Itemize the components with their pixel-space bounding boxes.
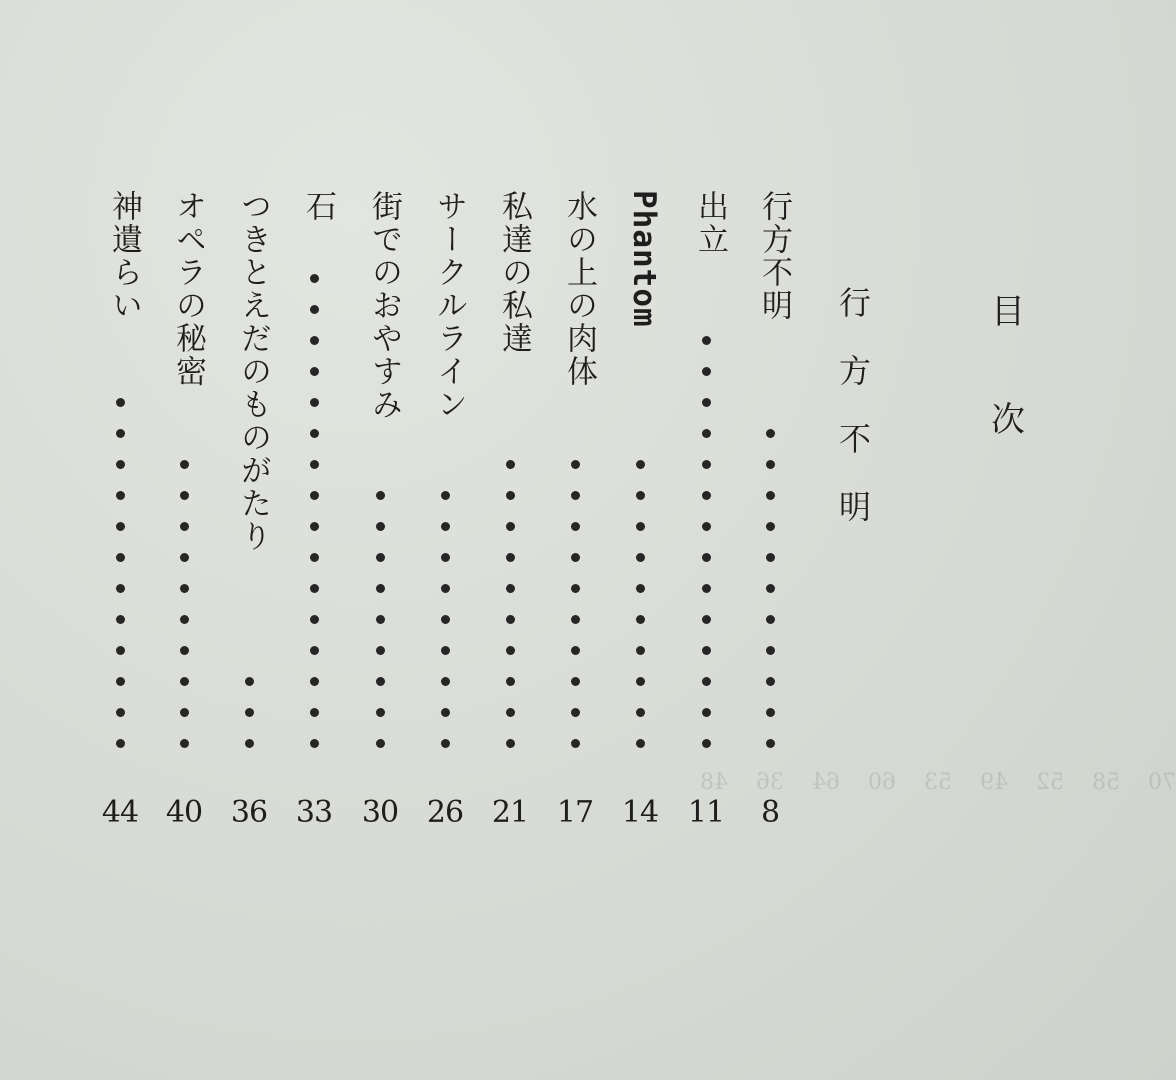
leader-dot [180,584,189,593]
dot-leader [98,388,142,760]
leader-dot [116,739,125,748]
dot-leader [423,481,467,760]
leader-dot [310,708,319,717]
leader-dot [376,584,385,593]
toc-entry[interactable] [162,190,206,830]
toc-heading-char: 目 [991,292,1025,332]
toc-entry[interactable] [553,190,597,830]
leader-dot [766,739,775,748]
leader-dot [571,708,580,717]
section-title [833,278,877,550]
leader-dot [116,398,125,407]
entry-title: 水の上の肉体 [561,190,597,388]
dot-leader [162,450,206,760]
leader-dot [116,677,125,686]
leader-dot [376,491,385,500]
leader-dot [116,491,125,500]
entry-page-number: 21 [491,795,529,830]
leader-dot [441,646,450,655]
leader-dot [376,646,385,655]
leader-dot [766,460,775,469]
dot-leader [488,450,532,760]
dot-leader [227,667,271,760]
toc-entry[interactable] [358,190,402,830]
leader-dot [310,677,319,686]
leader-dot [376,708,385,717]
dot-leader [618,450,662,760]
dot-leader [748,419,792,760]
leader-dot [506,553,515,562]
entry-page-number: 30 [361,795,399,830]
entry-page-number: 36 [230,795,268,830]
leader-dot [506,460,515,469]
leader-dot [180,553,189,562]
leader-dot [116,646,125,655]
leader-dot [180,739,189,748]
toc-entry[interactable] [227,190,271,830]
leader-dot [180,460,189,469]
leader-dot [310,553,319,562]
leader-dot [702,398,711,407]
leader-dot [766,491,775,500]
toc-entry[interactable] [98,190,142,830]
section-title-char: 不 [838,420,871,458]
leader-dot [441,615,450,624]
leader-dot [636,553,645,562]
leader-dot [702,708,711,717]
leader-dot [702,367,711,376]
leader-dot [571,646,580,655]
leader-dot [116,429,125,438]
entry-title: 出立 [692,190,728,256]
leader-dot [180,522,189,531]
leader-dot [766,646,775,655]
leader-dot [702,491,711,500]
entry-page-number: 14 [621,795,659,830]
toc-heading [986,288,1030,504]
leader-dot [636,708,645,717]
leader-dot [506,522,515,531]
leader-dot [180,646,189,655]
show-through-numbers: 70 58 52 49 53 60 64 36 48 [700,770,1176,795]
leader-dot [766,677,775,686]
leader-dot [636,460,645,469]
leader-dot [506,584,515,593]
toc-entry[interactable] [423,190,467,830]
leader-dot [310,615,319,624]
leader-dot [310,336,319,345]
leader-dot [702,522,711,531]
leader-dot [766,429,775,438]
leader-dot [636,646,645,655]
leader-dot [441,677,450,686]
entry-title: 石 [300,190,336,223]
entry-title: 私達の私達 [496,190,532,355]
leader-dot [702,615,711,624]
leader-dot [245,708,254,717]
leader-dot [636,584,645,593]
leader-dot [310,274,319,283]
leader-dot [310,398,319,407]
entry-title: 神遺らい [106,190,142,322]
leader-dot [636,739,645,748]
leader-dot [116,522,125,531]
dot-leader [292,264,336,760]
leader-dot [571,584,580,593]
leader-dot [441,739,450,748]
leader-dot [376,615,385,624]
leader-dot [571,460,580,469]
leader-dot [702,429,711,438]
entry-title: 街でのおやすみ [366,190,402,421]
leader-dot [636,615,645,624]
leader-dot [310,584,319,593]
leader-dot [702,336,711,345]
leader-dot [310,739,319,748]
entry-title: オペラの秘密 [170,190,206,388]
entry-page-number: 26 [426,795,464,830]
leader-dot [571,739,580,748]
toc-entry[interactable] [488,190,532,830]
leader-dot [506,677,515,686]
leader-dot [441,708,450,717]
leader-dot [441,584,450,593]
toc-entry[interactable] [618,190,662,830]
leader-dot [702,460,711,469]
leader-dot [571,615,580,624]
leader-dot [702,584,711,593]
entry-title: 行方不明 [756,190,792,322]
leader-dot [506,491,515,500]
leader-dot [506,708,515,717]
leader-dot [506,615,515,624]
leader-dot [766,522,775,531]
toc-entry[interactable] [748,190,792,830]
entry-page-number: 8 [760,795,780,830]
section-title-char: 行 [838,284,871,322]
dot-leader [358,481,402,760]
leader-dot [116,584,125,593]
leader-dot [245,739,254,748]
leader-dot [702,739,711,748]
leader-dot [116,615,125,624]
leader-dot [376,522,385,531]
leader-dot [702,646,711,655]
leader-dot [310,646,319,655]
leader-dot [376,677,385,686]
entry-page-number: 33 [295,795,333,830]
leader-dot [571,553,580,562]
leader-dot [702,677,711,686]
leader-dot [310,491,319,500]
entry-title: つきとえだのものがたり [235,190,271,553]
leader-dot [636,522,645,531]
entry-title: Phantom [626,190,662,328]
leader-dot [310,367,319,376]
leader-dot [441,553,450,562]
leader-dot [766,615,775,624]
toc-entry[interactable] [292,190,336,830]
dot-leader [684,326,728,760]
leader-dot [702,553,711,562]
toc-heading-char: 次 [991,400,1025,440]
leader-dot [116,460,125,469]
entry-page-number: 40 [165,795,203,830]
leader-dot [636,491,645,500]
section-title-char: 明 [838,488,871,526]
entry-page-number: 17 [556,795,594,830]
leader-dot [571,522,580,531]
leader-dot [506,739,515,748]
leader-dot [571,491,580,500]
toc-entry[interactable] [684,190,728,830]
leader-dot [245,677,254,686]
entry-page-number: 44 [101,795,139,830]
leader-dot [116,553,125,562]
leader-dot [310,460,319,469]
leader-dot [441,491,450,500]
leader-dot [116,708,125,717]
leader-dot [180,708,189,717]
section-title-char: 方 [838,352,871,390]
entry-title: サークルライン [431,190,467,421]
leader-dot [180,677,189,686]
leader-dot [180,491,189,500]
leader-dot [766,553,775,562]
leader-dot [766,708,775,717]
leader-dot [310,522,319,531]
leader-dot [376,553,385,562]
leader-dot [571,677,580,686]
leader-dot [310,305,319,314]
leader-dot [636,677,645,686]
leader-dot [441,522,450,531]
leader-dot [766,584,775,593]
leader-dot [376,739,385,748]
leader-dot [506,646,515,655]
dot-leader [553,450,597,760]
leader-dot [180,615,189,624]
entry-page-number: 11 [687,795,725,830]
leader-dot [310,429,319,438]
